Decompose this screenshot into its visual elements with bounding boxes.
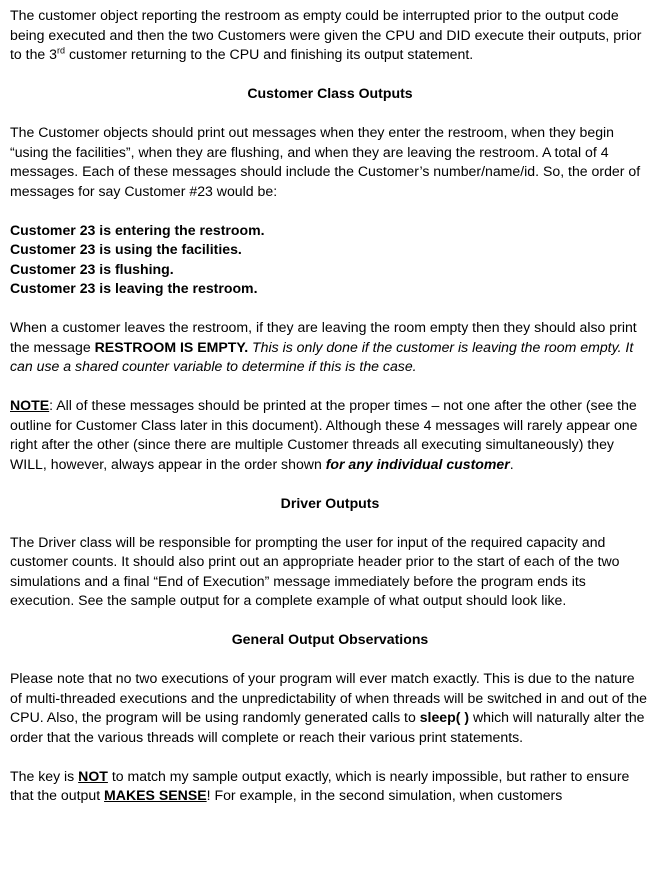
ordinal-suffix: rd: [57, 45, 66, 56]
emphasis-individual-customer: for any individual customer: [325, 455, 510, 472]
paragraph-key: The key is NOT to match my sample output exactly, which is nearly impossible, but rather to ensure that the output MAKES SENSE! For example, in the second simulation, when customers: [10, 767, 630, 803]
note-label: NOTE: [10, 397, 50, 413]
heading-customer-class-outputs: Customer Class Outputs: [247, 85, 413, 101]
message-flushing: Customer 23 is flushing.: [10, 260, 174, 277]
message-leaving: Customer 23 is leaving the restroom.: [10, 280, 258, 296]
heading-driver-outputs: Driver Outputs: [280, 494, 380, 511]
makes-sense-emphasis: MAKES SENSE: [104, 787, 207, 803]
restroom-empty-text: RESTROOM IS EMPTY.: [94, 338, 249, 355]
not-emphasis: NOT: [78, 767, 108, 784]
paragraph-restroom-empty: When a customer leaves the restroom, if they are leaving the room empty then they should also print the message RESTROOM IS EMPTY. This is only done if the customer is leaving the room empty. It can use a shared counter variable to determine if this is the case.: [10, 319, 637, 374]
paragraph-note: NOTE: All of these messages should be printed at the proper times – not one after the other (see the outline for Customer Class later in this document). Although these 4 messages will rarely appear one right after the other (since there are multiple Customer threads all executing simultaneously) they WILL, however, always appear in the order shown for any individual customer.: [10, 397, 638, 472]
sleep-call-text: sleep( ): [419, 709, 470, 725]
paragraph-interruption: The customer object reporting the restroom as empty could be interrupted prior to the output code being executed and then the two Customers were given the CPU and DID execute their outputs, prior to the 3rd customer returning to the CPU and finishing its output statement.: [10, 7, 642, 62]
paragraph-executions: Please note that no two executions of your program will ever match exactly. This is due to the nature of multi-threaded executions and the unpredictability of when threads will be switched in and out of the CPU. Also, the program will be using randomly generated calls to sleep( ) which will naturally alter the order that the various threads will complete or reach their various print statements.: [10, 670, 647, 745]
message-entering: Customer 23 is entering the restroom.: [10, 221, 265, 238]
paragraph-driver: The Driver class will be responsible for prompting the user for input of the required capacity and customer counts. It should also print out an appropriate header prior to the start of each of the two simulations and a final “End of Execution” message immediately before the program ends its execution. See the sample output for a complete example of what output should look like.: [10, 533, 620, 608]
heading-general-output-observations: General Output Observations: [231, 631, 429, 647]
message-using: Customer 23 is using the facilities.: [10, 241, 242, 257]
paragraph-customer-messages: The Customer objects should print out messages when they enter the restroom, when they begin “using the facilities”, when they are flushing, and when they are leaving the restroom. A total of 4 messages. Each of these messages should include the Customer’s number/name/id. So, the order of messages for say Customer #23 would be:: [10, 124, 641, 199]
